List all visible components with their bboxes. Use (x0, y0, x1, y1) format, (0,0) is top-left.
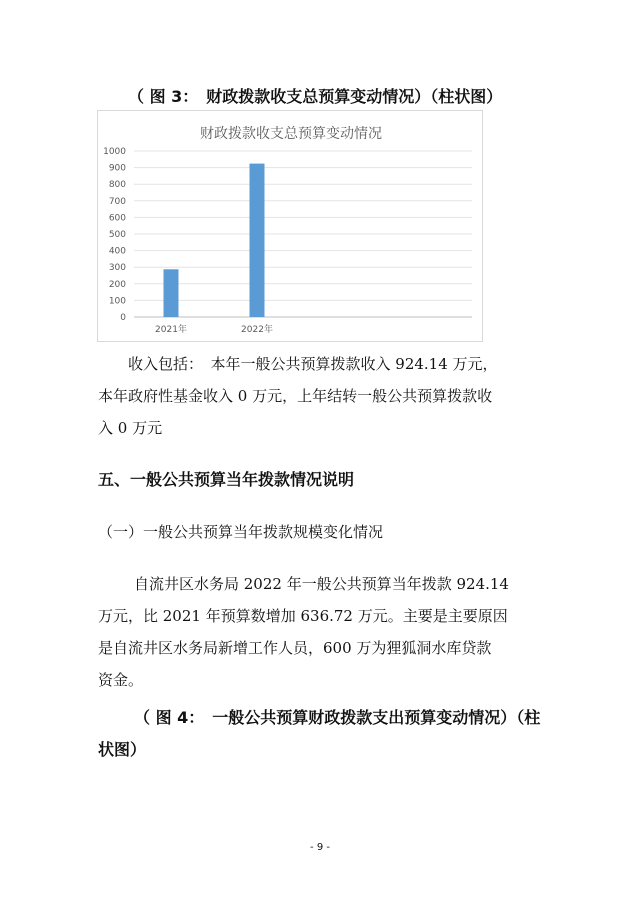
section-5-line-4: 资金。 (98, 671, 144, 689)
y-tick-label: 100 (108, 296, 126, 307)
section-5-line-1: 自流井区水务局 2022 年一般公共预算当年拨款 924.14 (134, 575, 509, 593)
y-tick-label: 800 (108, 180, 126, 191)
bar-2021年 (164, 269, 179, 317)
figure-3-caption: （ 图 3： 财政拨款收支总预算变动情况）（柱状图） (128, 87, 503, 106)
chart-canvas (98, 111, 484, 343)
bar-2022年 (250, 164, 265, 317)
bar-chart (97, 110, 483, 342)
page-number: - 9 - (310, 842, 330, 853)
income-line-2: 本年政府性基金收入 0 万元，上年结转一般公共预算拨款收 (98, 387, 493, 405)
x-tick-label: 2021年 (155, 325, 187, 335)
y-tick-label: 200 (108, 279, 126, 290)
y-tick-label: 0 (120, 313, 126, 323)
y-tick-label: 600 (108, 213, 126, 224)
figure-4-caption-line-2: 状图） (98, 740, 147, 759)
figure-4-caption-line-1: （ 图 4： 一般公共预算财政拨款支出预算变动情况）（柱 (134, 708, 541, 727)
y-tick-label: 1000 (103, 147, 126, 157)
x-tick-label: 2022年 (241, 325, 273, 335)
y-tick-label: 400 (108, 246, 126, 257)
y-tick-label: 700 (108, 196, 126, 207)
y-tick-label: 900 (108, 163, 126, 174)
income-line-3: 入 0 万元 (98, 419, 163, 437)
section-5-heading: 五、一般公共预算当年拨款情况说明 (98, 470, 355, 489)
section-5-subheading: （一）一般公共预算当年拨款规模变化情况 (98, 523, 384, 541)
section-5-line-2: 万元，比 2021 年预算数增加 636.72 万元。主要是主要原因 (98, 607, 508, 625)
y-tick-label: 500 (108, 230, 126, 240)
section-5-line-3: 是自流井区水务局新增工作人员，600 万为狸狐洞水库贷款 (98, 639, 492, 657)
chart-title: 财政拨款收支总预算变动情况 (200, 126, 382, 142)
income-line-1: 收入包括： 本年一般公共预算拨款收入 924.14 万元， (128, 355, 498, 373)
y-tick-label: 300 (108, 263, 126, 274)
